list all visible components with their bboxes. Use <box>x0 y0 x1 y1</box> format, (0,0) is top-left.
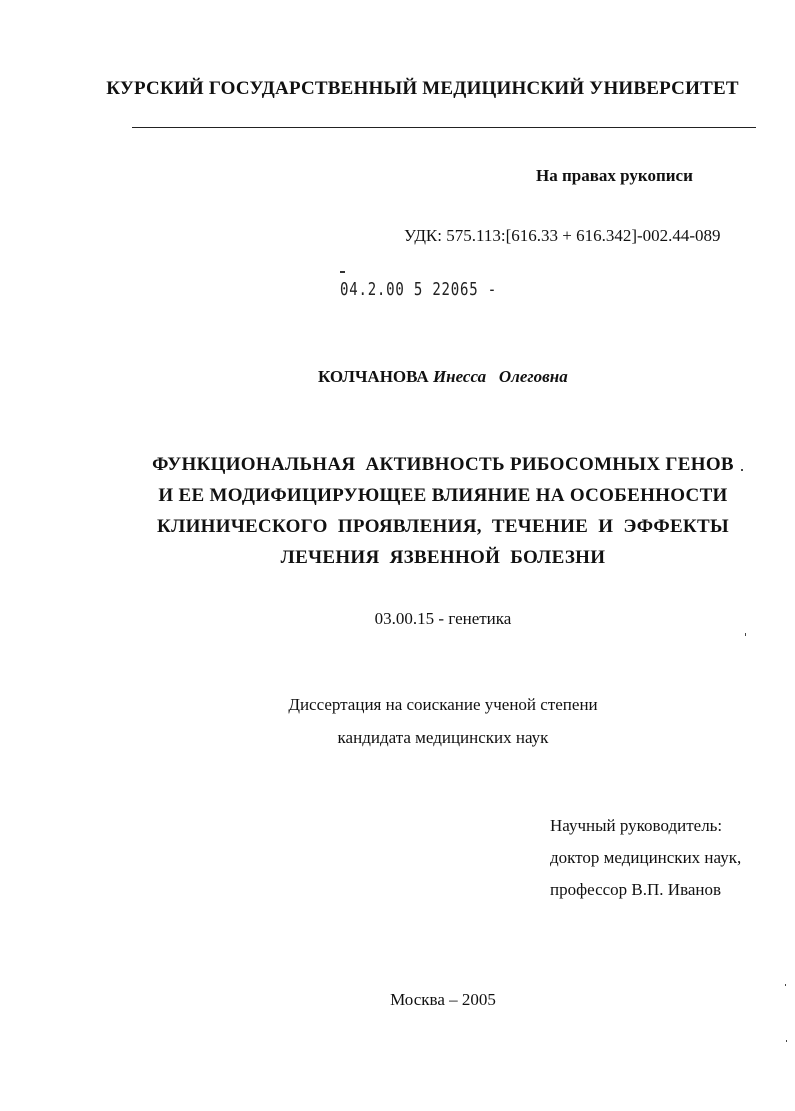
dissertation-title-line-3: КЛИНИЧЕСКОГО ПРОЯВЛЕНИЯ, ТЕЧЕНИЕ И ЭФФЕКТЫ <box>157 516 729 537</box>
header-divider <box>132 127 756 128</box>
manuscript-rights-note: На правах рукописи <box>536 166 693 185</box>
dissertation-title-line-1: ФУНКЦИОНАЛЬНАЯ АКТИВНОСТЬ РИБОСОМНЫХ ГЕНОВ <box>152 454 734 475</box>
dissertation-title-line-4: ЛЕЧЕНИЯ ЯЗВЕННОЙ БОЛЕЗНИ <box>280 547 606 568</box>
stamp-tick-mark <box>340 271 345 273</box>
specialty-code: 03.00.15 - генетика <box>374 609 512 628</box>
scan-speck <box>786 1040 787 1042</box>
registration-stamp: 04.2.00 5 22065 - <box>340 279 497 300</box>
city-and-year: Москва – 2005 <box>390 990 496 1009</box>
advisor-name: профессор В.П. Иванов <box>550 880 722 899</box>
university-name: КУРСКИЙ ГОСУДАРСТВЕННЫЙ МЕДИЦИНСКИЙ УНИВЕРСИТЕТ <box>106 78 739 99</box>
author-given-names: Инесса Олеговна <box>432 367 568 386</box>
advisor-label: Научный руководитель: <box>550 816 723 835</box>
author-surname: КОЛЧАНОВА <box>318 367 429 386</box>
scan-speck <box>741 469 743 471</box>
degree-line-2: кандидата медицинских наук <box>337 728 549 747</box>
scan-speck <box>785 984 786 986</box>
scan-speck <box>745 633 746 636</box>
degree-line-1: Диссертация на соискание ученой степени <box>288 695 598 714</box>
advisor-title: доктор медицинских наук, <box>550 848 742 867</box>
author-name <box>318 367 568 387</box>
dissertation-title-line-2: И ЕЕ МОДИФИЦИРУЮЩЕЕ ВЛИЯНИЕ НА ОСОБЕННОСТИ <box>158 485 728 506</box>
udk-code: УДК: 575.113:[616.33 + 616.342]-002.44-089 <box>404 226 721 245</box>
